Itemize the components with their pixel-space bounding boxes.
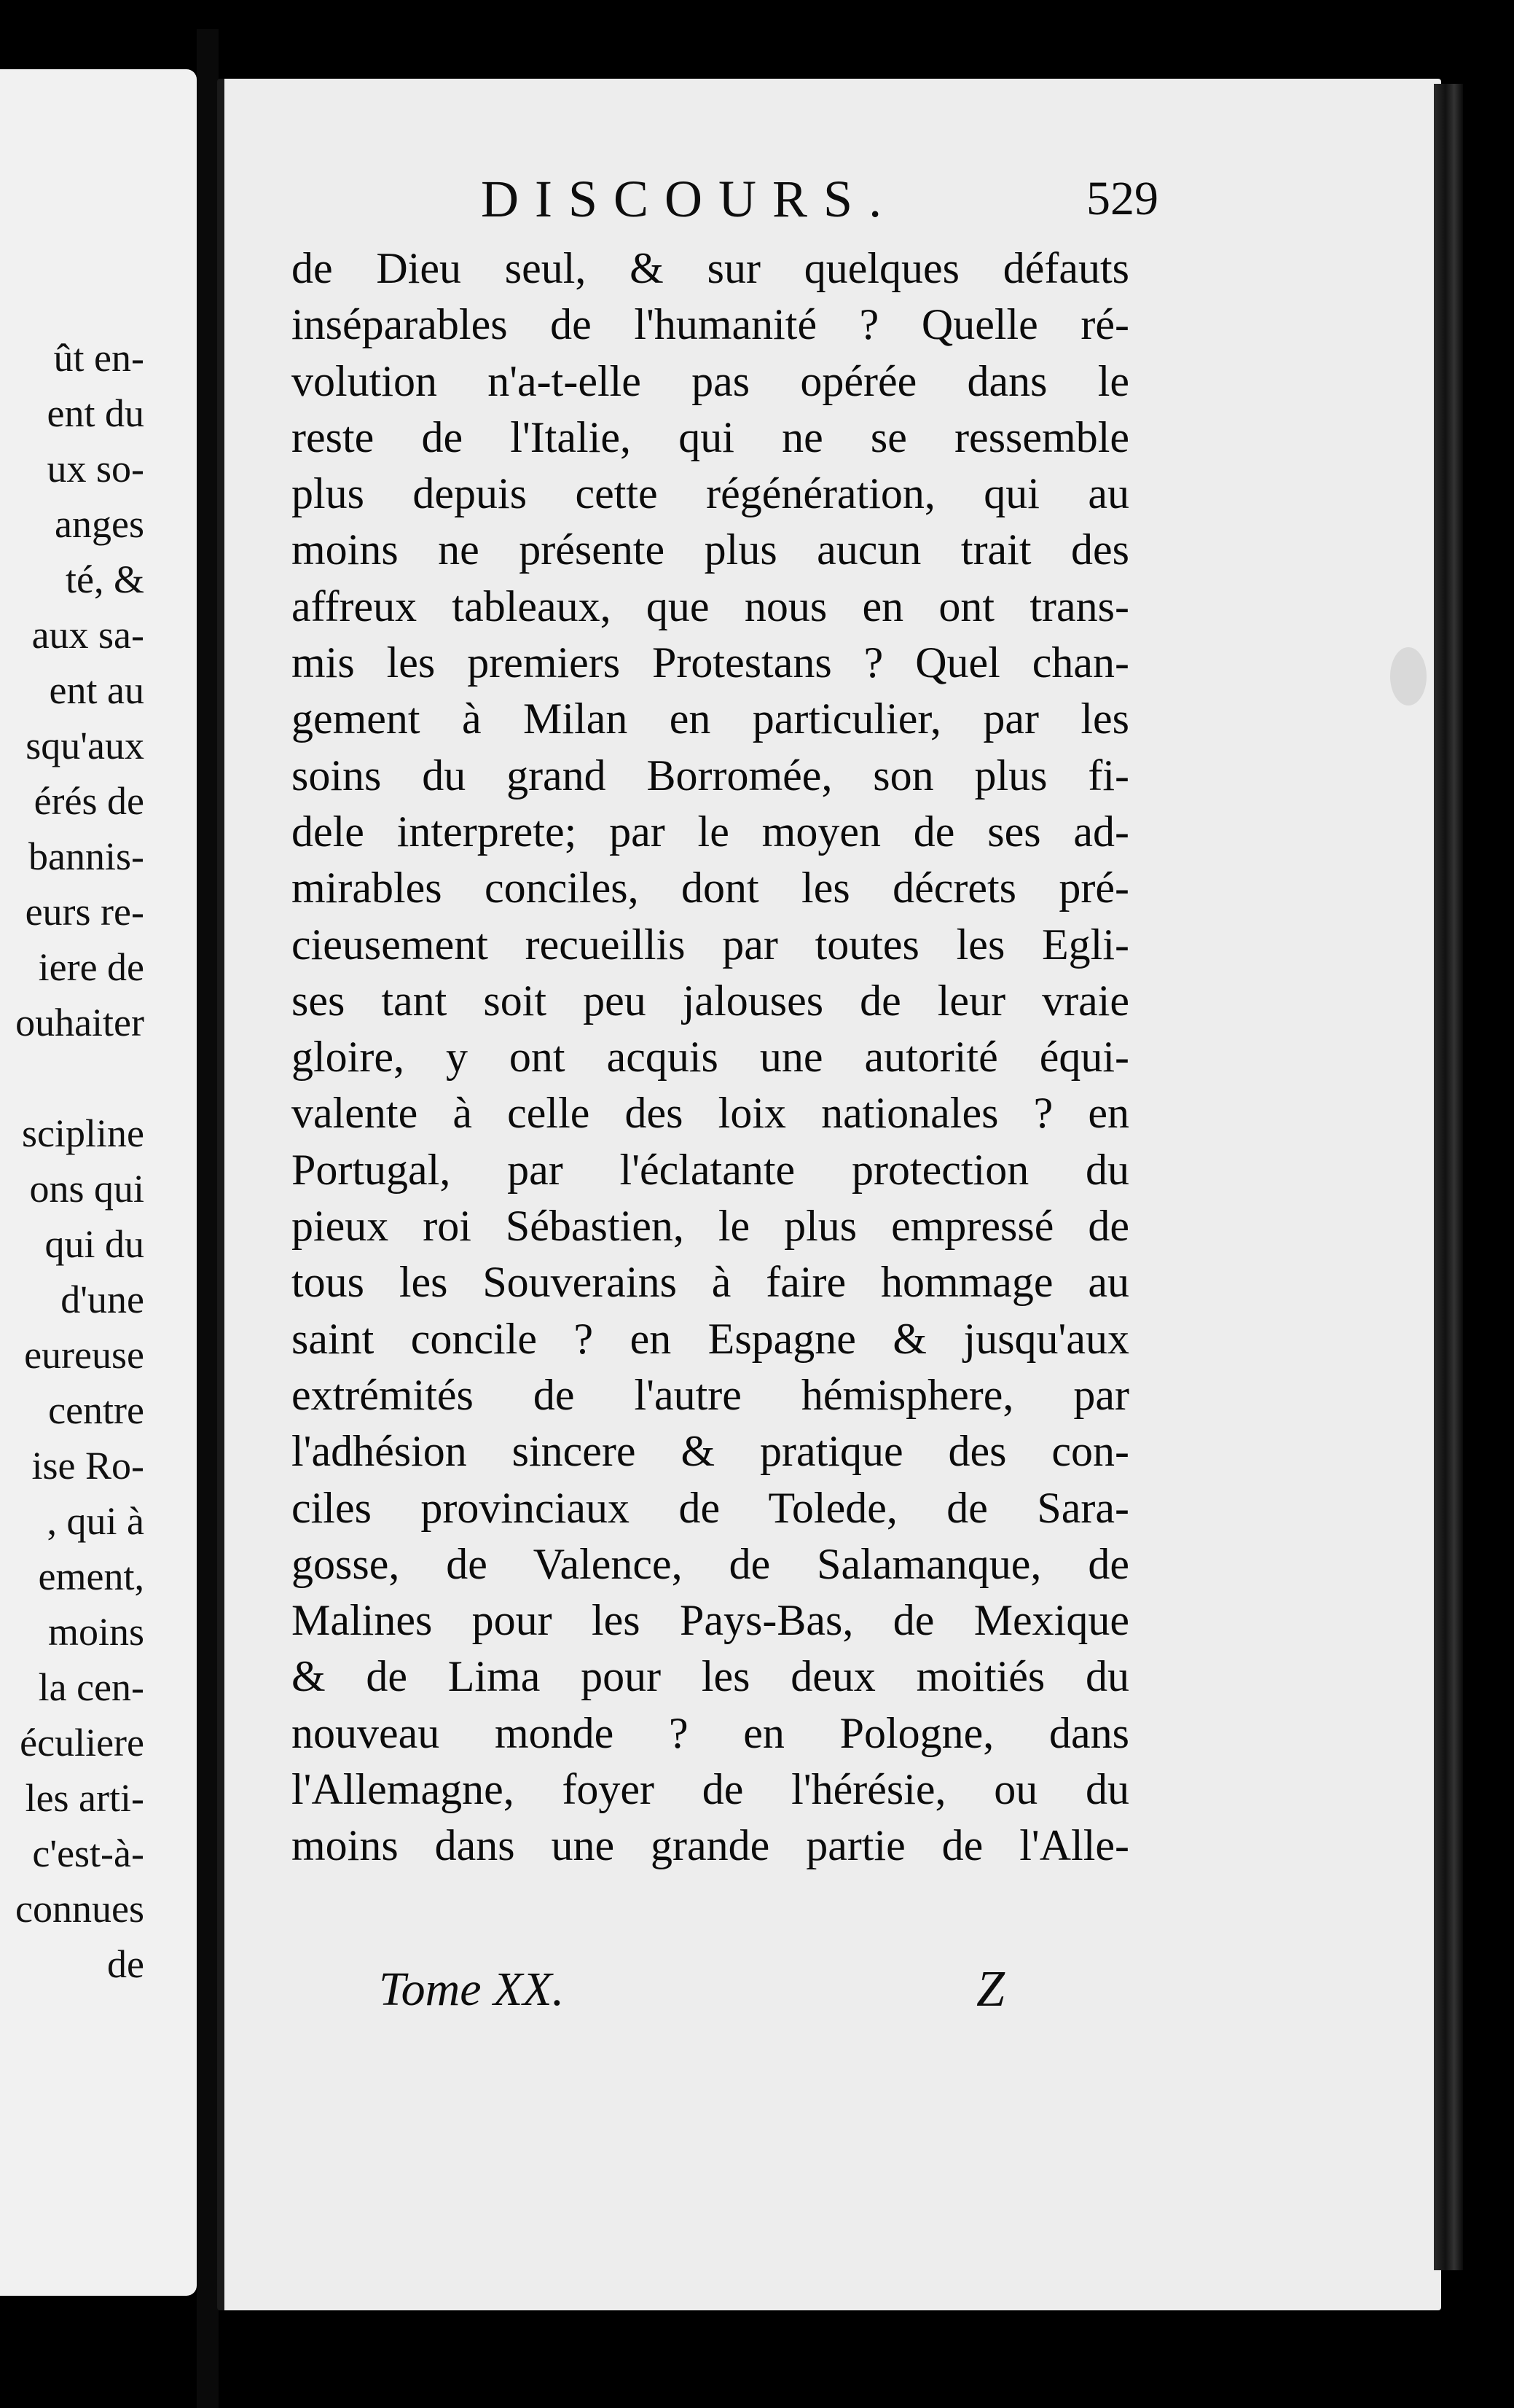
- left-page-line: ise Ro-: [31, 1444, 144, 1488]
- left-page-line: squ'aux: [26, 724, 144, 767]
- left-page-line: ent du: [47, 391, 144, 435]
- text-line: & de Lima pour les deux moitiés du: [291, 1652, 1129, 1701]
- left-page-line: ons qui: [29, 1167, 144, 1211]
- text-line: ses tant soit peu jalouses de leur vraie: [291, 976, 1129, 1025]
- text-line: valente à celle des loix nationales ? en: [291, 1089, 1129, 1138]
- left-page-line: [15, 1050, 144, 1106]
- left-page-line: ût en-: [53, 336, 144, 380]
- text-line: ciles provinciaux de Tolede, de Sara-: [291, 1483, 1129, 1532]
- left-page-line: iere de: [38, 945, 144, 989]
- text-line: nouveau monde ? en Pologne, dans: [291, 1708, 1129, 1757]
- text-line: soins du grand Borromée, son plus fi-: [291, 751, 1129, 800]
- signature-line: [379, 1957, 1035, 2022]
- text-line: cieusement recueillis par toutes les Egli-: [291, 920, 1129, 969]
- text-line: l'adhésion sincere & pratique des con-: [291, 1427, 1129, 1476]
- page-number: 529: [1086, 172, 1158, 225]
- text-line: extrémités de l'autre hémisphere, par: [291, 1370, 1129, 1419]
- text-line: affreux tableaux, que nous en ont trans-: [291, 582, 1129, 630]
- text-line: gement à Milan en particulier, par les: [291, 695, 1129, 743]
- signature-mark: Z: [976, 1961, 1005, 2017]
- left-page-line: eurs re-: [25, 890, 144, 934]
- left-page-line: érés de: [34, 779, 144, 823]
- left-page-line: té, &: [66, 558, 144, 601]
- text-line: inséparables de l'humanité ? Quelle ré-: [291, 300, 1129, 349]
- left-page-line: la cen-: [38, 1665, 144, 1709]
- left-page-line: eureuse: [24, 1333, 144, 1377]
- left-facing-page: [0, 69, 197, 2296]
- text-line: mis les premiers Protestans ? Quel chan-: [291, 638, 1129, 687]
- text-line: gosse, de Valence, de Salamanque, de: [291, 1539, 1129, 1588]
- text-line: Portugal, par l'éclatante protection du: [291, 1145, 1129, 1194]
- text-line: moins dans une grande partie de l'Alle-: [291, 1821, 1129, 1870]
- left-page-line: centre: [48, 1388, 144, 1432]
- book-gutter: [197, 29, 219, 2408]
- text-line: tous les Souverains à faire hommage au: [291, 1258, 1129, 1307]
- left-page-line: scipline: [22, 1111, 144, 1155]
- text-line: volution n'a-t-elle pas opérée dans le: [291, 356, 1129, 405]
- text-line: mirables conciles, dont les décrets pré-: [291, 864, 1129, 912]
- left-page-line: ouhaiter: [15, 1001, 144, 1044]
- text-line: l'Allemagne, foyer de l'hérésie, ou du: [291, 1765, 1129, 1814]
- left-page-line: d'une: [60, 1278, 144, 1321]
- left-page-line: les arti-: [25, 1776, 144, 1820]
- left-page-line: connues: [15, 1887, 144, 1931]
- running-head: [262, 166, 1158, 232]
- text-line: pieux roi Sébastien, le plus empressé de: [291, 1202, 1129, 1251]
- text-line: moins ne présente plus aucun trait des: [291, 525, 1129, 574]
- left-page-line: , qui à: [47, 1499, 144, 1543]
- left-page-line: anges: [55, 502, 144, 546]
- left-page-line: ent au: [49, 668, 144, 712]
- text-line: plus depuis cette régénération, qui au: [291, 469, 1129, 518]
- left-page-line: bannis-: [28, 834, 144, 878]
- left-page-line: aux sa-: [31, 613, 144, 657]
- paper-stain: [1390, 647, 1427, 705]
- left-page-line: ux so-: [47, 447, 144, 490]
- left-page-text-fragments: [15, 330, 144, 1992]
- body-text: [291, 241, 1129, 1875]
- text-line: gloire, y ont acquis une autorité équi-: [291, 1033, 1129, 1082]
- left-page-line: de: [107, 1942, 144, 1986]
- left-page-line: moins: [47, 1610, 144, 1654]
- left-page-line: ement,: [38, 1555, 144, 1598]
- text-line: reste de l'Italie, qui ne se ressemble: [291, 413, 1129, 461]
- left-page-line: qui du: [44, 1222, 144, 1266]
- left-page-line: c'est-à-: [32, 1832, 144, 1875]
- left-page-line: éculiere: [20, 1721, 144, 1764]
- text-line: saint concile ? en Espagne & jusqu'aux: [291, 1314, 1129, 1363]
- running-title: DISCOURS.: [481, 170, 898, 228]
- text-line: de Dieu seul, & sur quelques défauts: [291, 244, 1129, 292]
- text-line: Malines pour les Pays-Bas, de Mexique: [291, 1596, 1129, 1645]
- page-edge-shadow: [1434, 84, 1463, 2270]
- text-line: dele interprete; par le moyen de ses ad-: [291, 807, 1129, 856]
- volume-mark: Tome XX.: [379, 1963, 565, 2016]
